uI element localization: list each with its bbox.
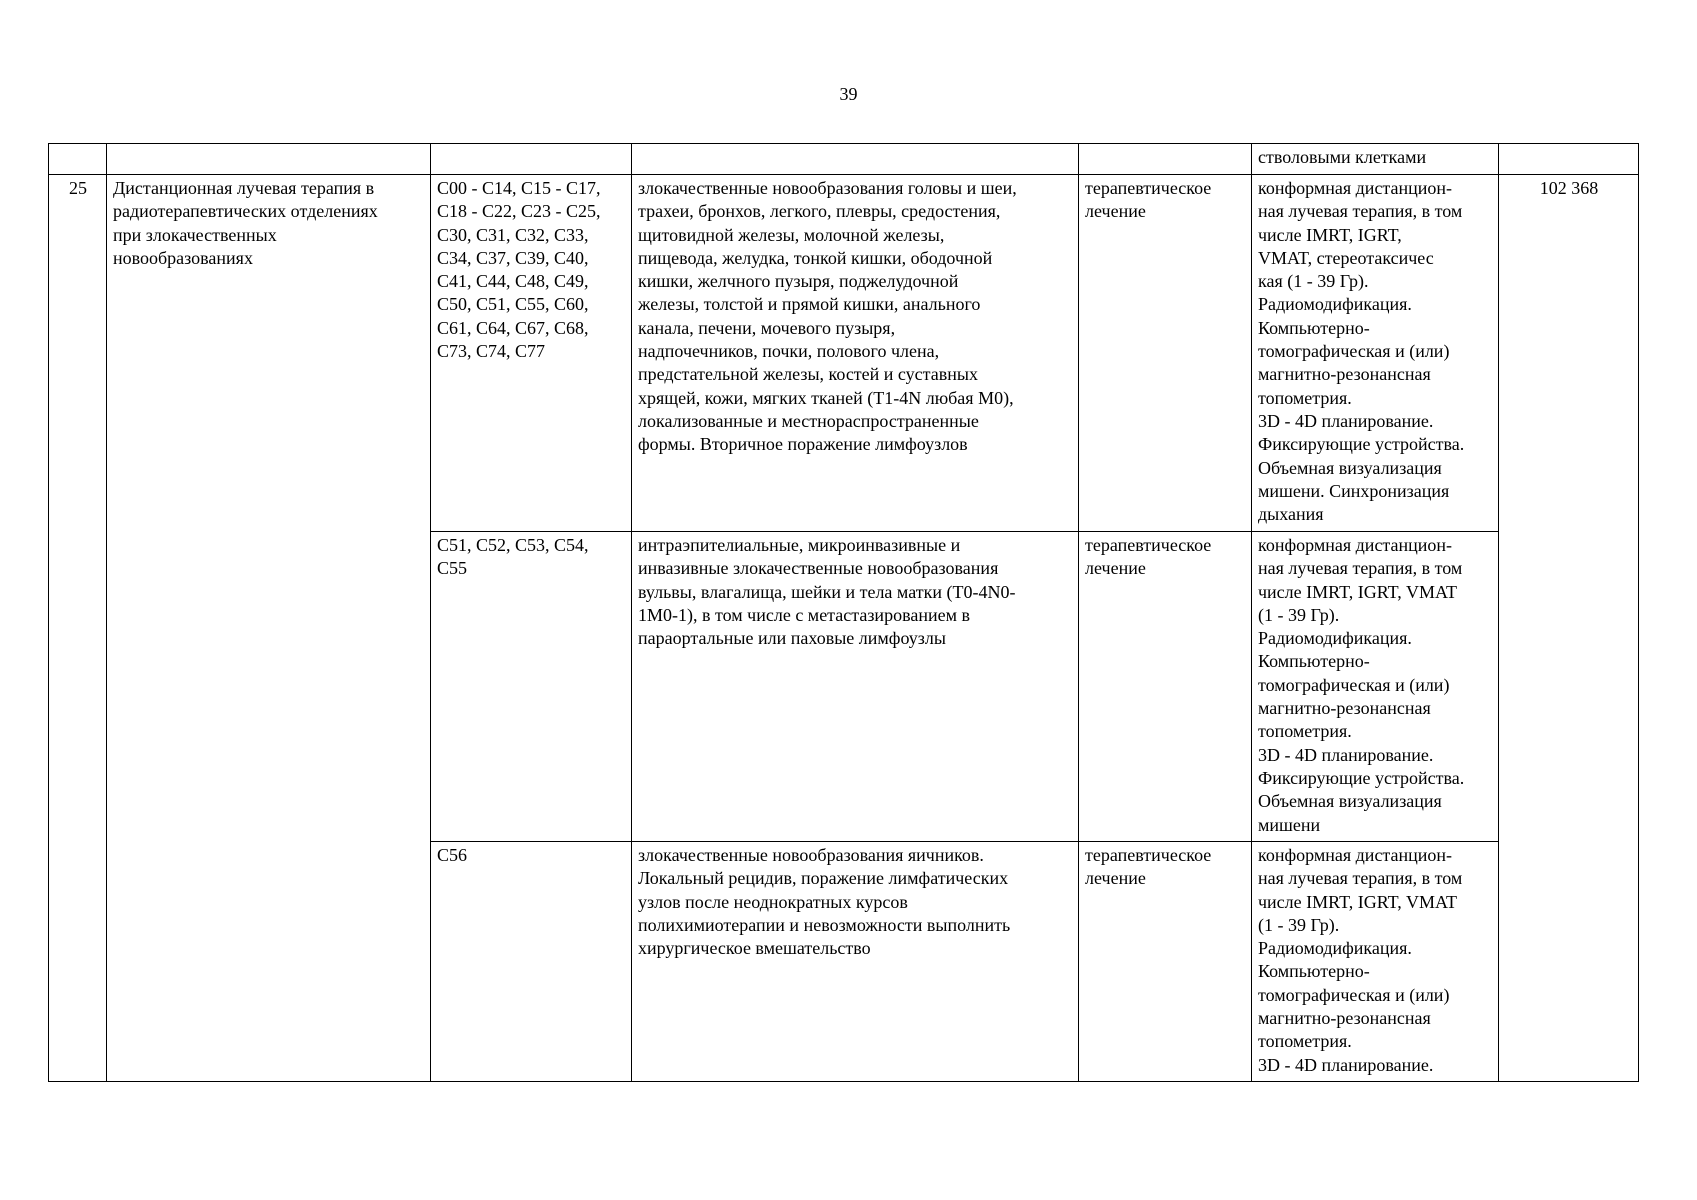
- patient-model-cell: злокачественные новообразования головы и шеи, трахеи, бронхов, легкого, плевры, средостения, щитовидной железы, молочной железы, пищевода, желудка, тонкой кишки, ободочной кишки, желчного пузыря, поджелудочной железы, толстой и прямой кишки, анального канала, печени, мочевого пузыря, надпочечников, почки, полового члена, предстательной железы, костей и суставных хрящей, кожи, мягких тканей (T1-4N любая M0), локализованные и местнораспространенные формы. Вторичное поражение лимфоузлов: [632, 175, 1079, 532]
- icd-codes-cell: C51, C52, C53, C54, C55: [431, 532, 632, 842]
- entry-name: Дистанционная лучевая терапия в радиотерапевтических отделениях при злокачественных новообразованиях: [113, 178, 378, 268]
- cont-number-cell: [49, 144, 107, 175]
- medical-care-table: [48, 143, 1639, 1082]
- page-number: 39: [839, 84, 858, 104]
- entry-number: 25: [69, 178, 87, 198]
- treatment-type-cell: терапевтическое лечение: [1079, 175, 1252, 532]
- treatment-type-cell: терапевтическое лечение: [1079, 532, 1252, 842]
- cont-codes-cell: [431, 144, 632, 175]
- entry-number-cell: [49, 175, 107, 1082]
- treatment-method-cell: конформная дистанцион- ная лучевая терапия, в том числе IMRT, IGRT, VMAT, стереотаксичес кая (1 - 39 Гр). Радиомодификация. Компьютерно- томографическая и (или) магнитно-резонансная топометрия. 3D - 4D планирование. Фиксирующие устройства. Объемная визуализация мишени. Синхронизация дыхания: [1252, 175, 1499, 532]
- table-row: [49, 175, 1639, 532]
- cont-method-cell: стволовыми клетками: [1252, 144, 1499, 175]
- icd-codes-cell: C00 - C14, C15 - C17, C18 - C22, C23 - C25, C30, C31, C32, C33, C34, C37, C39, C40, C41, C44, C48, C49, C50, C51, C55, C60, C61, C64, C67, C68, C73, C74, C77: [431, 175, 632, 532]
- cost-cell: [1499, 175, 1639, 1082]
- patient-model-cell: интраэпителиальные, микроинвазивные и инвазивные злокачественные новообразования вульвы, влагалища, шейки и тела матки (T0-4N0- 1M0-1), в том числе с метастазированием в параортальные или паховые лимфоузлы: [632, 532, 1079, 842]
- cont-treatment-cell: [1079, 144, 1252, 175]
- cost-value: 102 368: [1539, 178, 1599, 198]
- cont-model-cell: [632, 144, 1079, 175]
- treatment-method-cell: конформная дистанцион- ная лучевая терапия, в том числе IMRT, IGRT, VMAT (1 - 39 Гр). Радиомодификация. Компьютерно- томографическая и (или) магнитно-резонансная топометрия. 3D - 4D планирование. Фиксирующие устройства. Объемная визуализация мишени: [1252, 532, 1499, 842]
- treatment-method-cell: конформная дистанцион- ная лучевая терапия, в том числе IMRT, IGRT, VMAT (1 - 39 Гр). Радиомодификация. Компьютерно- томографическая и (или) магнитно-резонансная топометрия. 3D - 4D планирование.: [1252, 842, 1499, 1082]
- patient-model-cell: злокачественные новообразования яичников. Локальный рецидив, поражение лимфатических узлов после неоднократных курсов полихимиотерапии и невозможности выполнить хирургическое вмешательство: [632, 842, 1079, 1082]
- icd-codes-cell: C56: [431, 842, 632, 1082]
- cont-name-cell: [107, 144, 431, 175]
- cont-cost-cell: [1499, 144, 1639, 175]
- treatment-type-cell: терапевтическое лечение: [1079, 842, 1252, 1082]
- entry-name-cell: [107, 175, 431, 1082]
- continuation-row: [49, 144, 1639, 175]
